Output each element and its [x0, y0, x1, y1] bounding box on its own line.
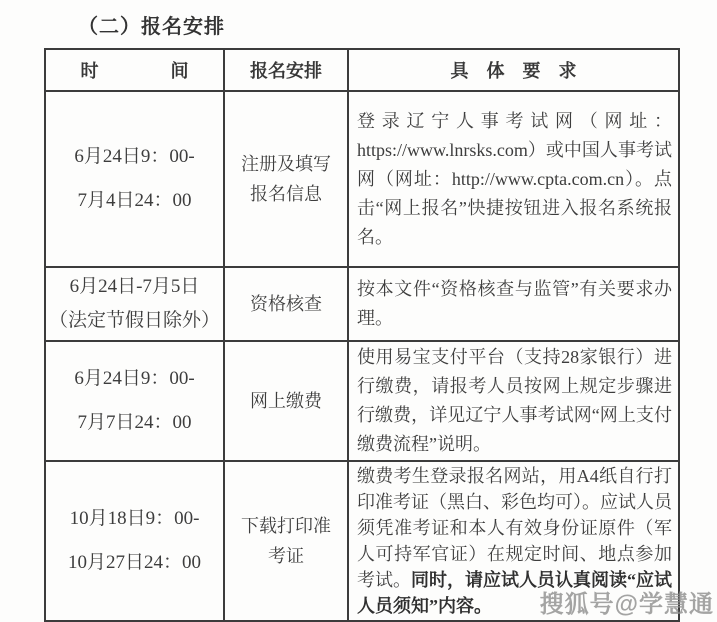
- requirement-cell: [348, 267, 679, 341]
- column-header-requirements: 具 体 要 求: [348, 49, 679, 91]
- requirement-bold-text: 同时，请应试人员认真阅读“应试人员须知”内容。: [357, 570, 672, 616]
- time-line: 10月18日9：00-: [69, 508, 200, 529]
- watermark-text: 搜狐号@学慧通: [539, 591, 714, 618]
- requirement-text: 按本文件“资格核查与监管”有关要求办理。: [357, 279, 672, 328]
- table-row: [45, 91, 679, 267]
- arrangement-cell: 网上缴费: [224, 341, 348, 461]
- table-row: [45, 341, 679, 461]
- table-row: [45, 267, 679, 341]
- time-cell: [45, 267, 224, 341]
- registration-schedule-table: [44, 48, 680, 622]
- requirement-cell: [348, 91, 679, 267]
- time-line: 6月24日9：00-: [74, 368, 195, 389]
- requirement-text: 缴费考生登录报名网站，用A4纸自行打印准考证（黑白、彩色均可）。应试人员须凭准考证和本人有效身份证原件（军人可持军官证）在规定时间、地点参加考试。: [357, 466, 672, 590]
- time-line: 7月4日24：00: [77, 190, 192, 211]
- requirement-text: 登录辽宁人事考试网（网址：https://www.lnrsks.com）或中国人事考试网（网址：http://www.cpta.com.cn）。点击“网上报名”快捷按钮进入报名系统报名。: [357, 110, 672, 247]
- section-title: （二）报名安排: [78, 16, 225, 38]
- time-line: 10月27日24：00: [67, 552, 201, 573]
- time-cell: [45, 91, 224, 267]
- requirement-text: 使用易宝支付平台（支持28家银行）进行缴费，请报考人员按网上规定步骤进行缴费，详见辽宁人事考试网“网上支付缴费流程”说明。: [357, 347, 672, 454]
- arrangement-cell: 下载打印准考证: [224, 461, 348, 621]
- arrangement-cell: 注册及填写报名信息: [224, 91, 348, 267]
- time-cell: [45, 461, 224, 621]
- column-header-arrangement: 报名安排: [224, 49, 348, 91]
- time-line: 6月24日9：00-: [74, 146, 195, 167]
- time-cell: [45, 341, 224, 461]
- time-line: 6月24日-7月5日: [69, 276, 200, 297]
- requirement-cell: [348, 341, 679, 461]
- column-header-time: 时 间: [45, 49, 224, 91]
- time-line: 7月7日24：00: [77, 412, 192, 433]
- time-line: （法定节假日除外）: [48, 310, 220, 331]
- table-header-row: [45, 49, 679, 91]
- arrangement-cell: 资格核查: [224, 267, 348, 341]
